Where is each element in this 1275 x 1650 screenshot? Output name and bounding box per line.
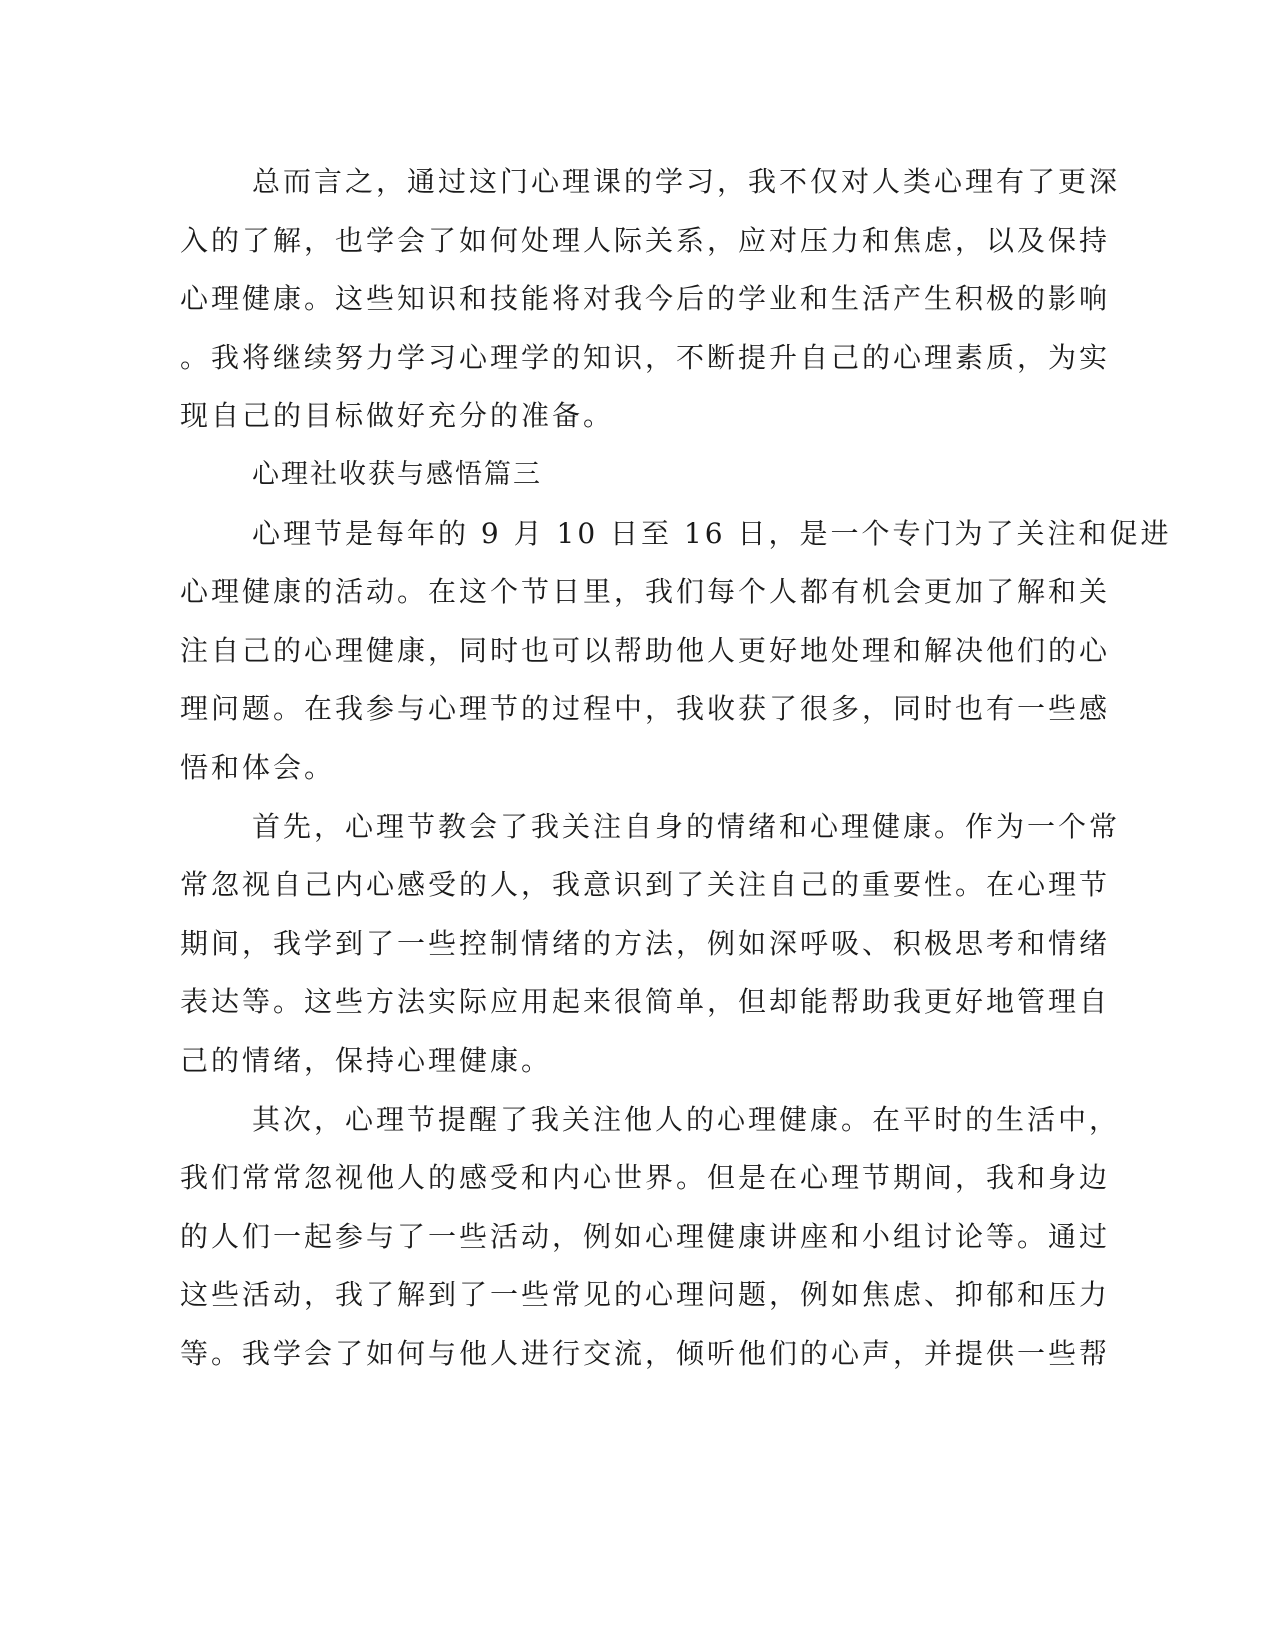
paragraph-line: 首先，心理节教会了我关注自身的情绪和心理健康。作为一个常: [252, 809, 1121, 843]
paragraph-line: 。我将继续努力学习心理学的知识，不断提升自己的心理素质，为实: [180, 340, 1111, 374]
paragraph-line: 表达等。这些方法实际应用起来很简单，但却能帮助我更好地管理自: [180, 985, 1111, 1019]
paragraph-line: 心理节是每年的 9 月 10 日至 16 日，是一个专门为了关注和促进: [252, 516, 1172, 550]
paragraph-line: 心理健康的活动。在这个节日里，我们每个人都有机会更加了解和关: [180, 575, 1111, 609]
paragraph-line: 注自己的心理健康，同时也可以帮助他人更好地处理和解决他们的心: [180, 633, 1111, 667]
section-heading: [180, 453, 1040, 512]
paragraph-line: 等。我学会了如何与他人进行交流，倾听他们的心声，并提供一些帮: [180, 1336, 1111, 1370]
paragraph-first: [180, 805, 1121, 1098]
paragraph-line: 期间，我学到了一些控制情绪的方法，例如深呼吸、积极思考和情绪: [180, 926, 1111, 960]
paragraph-intro: [180, 512, 1172, 805]
paragraph-line: 这些活动，我了解到了一些常见的心理问题，例如焦虑、抑郁和压力: [180, 1278, 1111, 1312]
document-body: [180, 160, 1172, 1390]
paragraph-line: 我们常常忽视他人的感受和内心世界。但是在心理节期间，我和身边: [180, 1161, 1111, 1195]
paragraph-line: 的人们一起参与了一些活动，例如心理健康讲座和小组讨论等。通过: [180, 1219, 1111, 1253]
paragraph-line: 心理健康。这些知识和技能将对我今后的学业和生活产生积极的影响: [180, 282, 1111, 316]
paragraph-line: 己的情绪，保持心理健康。: [180, 1043, 553, 1077]
paragraph-line: 悟和体会。: [180, 750, 336, 784]
paragraph-conclusion: [180, 160, 1121, 453]
paragraph-second: [180, 1098, 1121, 1391]
paragraph-line: 理问题。在我参与心理节的过程中，我收获了很多，同时也有一些感: [180, 692, 1111, 726]
paragraph-line: 入的了解，也学会了如何处理人际关系，应对压力和焦虑，以及保持: [180, 223, 1111, 257]
paragraph-line: 常忽视自己内心感受的人，我意识到了关注自己的重要性。在心理节: [180, 868, 1111, 902]
section-title: 心理社收获与感悟篇三: [252, 458, 542, 490]
paragraph-line: 其次，心理节提醒了我关注他人的心理健康。在平时的生活中，: [252, 1102, 1121, 1136]
paragraph-line: 现自己的目标做好充分的准备。: [180, 399, 615, 433]
paragraph-line: 总而言之，通过这门心理课的学习，我不仅对人类心理有了更深: [252, 165, 1121, 198]
